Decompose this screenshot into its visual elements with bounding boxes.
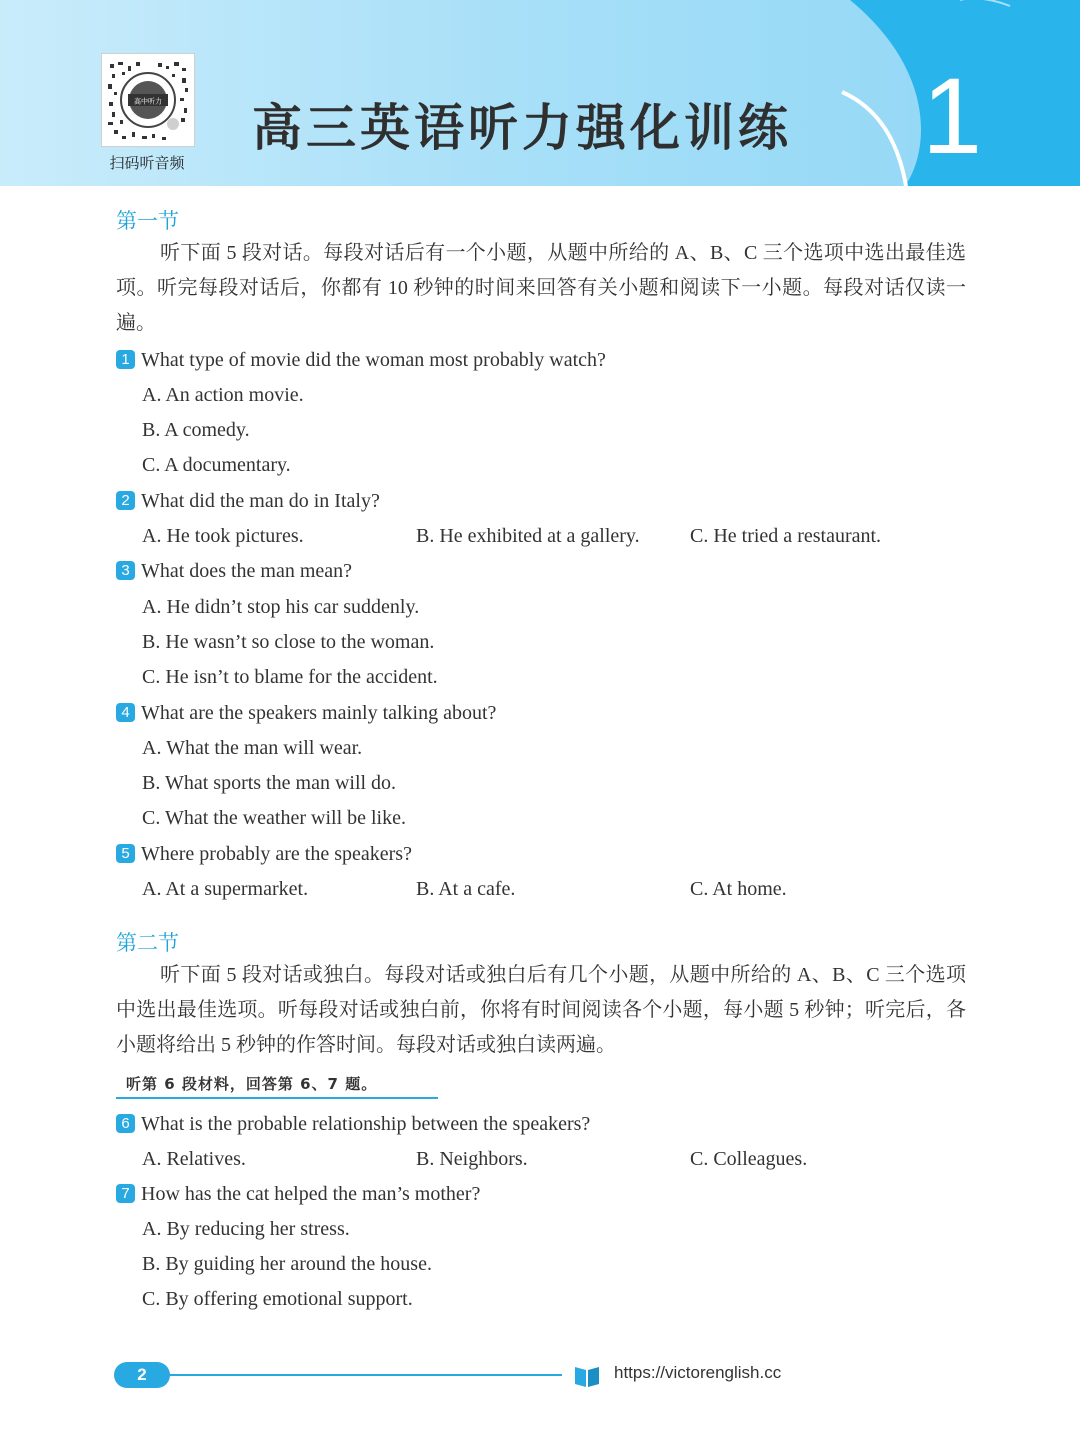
question-1: [116, 343, 606, 378]
option-7b[interactable]: B. By guiding her around the house.: [142, 1253, 432, 1275]
option-5c[interactable]: C. At home.: [690, 878, 787, 900]
option-1c[interactable]: C. A documentary.: [142, 454, 291, 476]
option-6a[interactable]: A. Relatives.: [142, 1148, 246, 1170]
question-4: [116, 696, 496, 731]
option-5b[interactable]: B. At a cafe.: [416, 878, 516, 900]
question-text: Where probably are the speakers?: [141, 843, 412, 865]
page-title: 高三英语听力强化训练: [252, 99, 792, 157]
material-label: [116, 1073, 438, 1099]
question-text: How has the cat helped the man’s mother?: [141, 1183, 481, 1205]
qr-badge-text: 高中听力: [134, 97, 162, 106]
option-4c[interactable]: C. What the weather will be like.: [142, 807, 406, 829]
book-icon: [574, 1364, 600, 1388]
page-header: [0, 0, 1080, 186]
section-heading-1: 第一节: [116, 209, 179, 233]
question-2: [116, 484, 380, 519]
option-6c[interactable]: C. Colleagues.: [690, 1148, 808, 1170]
question-text: What does the man mean?: [141, 560, 353, 582]
question-number-badge: 5: [116, 844, 135, 863]
site-url[interactable]: https://victorenglish.cc: [614, 1363, 782, 1382]
option-7c[interactable]: C. By offering emotional support.: [142, 1288, 413, 1310]
option-5a[interactable]: A. At a supermarket.: [142, 878, 309, 900]
question-text: What did the man do in Italy?: [141, 490, 380, 512]
question-5: [116, 837, 412, 872]
question-number-badge: 4: [116, 703, 135, 722]
option-6b[interactable]: B. Neighbors.: [416, 1148, 528, 1170]
question-7: [116, 1177, 480, 1212]
section-2-instructions: 听下面 5 段对话或独白。每段对话或独白后有几个小题，从题中所给的 A、B、C 三个选项中选出最佳选项。听每段对话或独白前，你将有时间阅读各个小题，每小题 5 秒钟；听完后，各小题将给出 5 秒钟的作答时间。每段对话或独白读两遍。: [116, 964, 966, 1056]
question-number-badge: 6: [116, 1114, 135, 1133]
section-heading-2: 第二节: [116, 931, 179, 955]
qr-caption: 扫码听音频: [109, 154, 185, 172]
question-text: What is the probable relationship between the speakers?: [141, 1113, 591, 1135]
option-2a[interactable]: A. He took pictures.: [142, 525, 304, 547]
option-3a[interactable]: A. He didn’t stop his car suddenly.: [142, 596, 420, 618]
option-1b[interactable]: B. A comedy.: [142, 419, 250, 441]
qr-code-icon: [102, 54, 194, 146]
footer-divider: [166, 1374, 562, 1376]
option-3b[interactable]: B. He wasn’t so close to the woman.: [142, 631, 435, 653]
page-number: 2: [114, 1362, 170, 1388]
option-2c[interactable]: C. He tried a restaurant.: [690, 525, 882, 547]
option-4b[interactable]: B. What sports the man will do.: [142, 772, 397, 794]
question-3: [116, 554, 352, 589]
option-1a[interactable]: A. An action movie.: [142, 384, 304, 406]
question-number-badge: 7: [116, 1184, 135, 1203]
question-6: [116, 1107, 590, 1142]
qr-code[interactable]: [101, 53, 195, 147]
option-7a[interactable]: A. By reducing her stress.: [142, 1218, 350, 1240]
unit-number: 1: [922, 55, 983, 176]
option-2b[interactable]: B. He exhibited at a gallery.: [416, 525, 640, 547]
option-4a[interactable]: A. What the man will wear.: [142, 737, 363, 759]
section-1-instructions: 听下面 5 段对话。每段对话后有一个小题，从题中所给的 A、B、C 三个选项中选出最佳选项。听完每段对话后，你都有 10 秒钟的时间来回答有关小题和阅读下一小题。每段对话仅读一遍。: [116, 242, 966, 334]
question-number-badge: 3: [116, 561, 135, 580]
question-text: What type of movie did the woman most probably watch?: [141, 349, 606, 371]
question-text: What are the speakers mainly talking about?: [141, 702, 497, 724]
material-label-text: 听第 6 段材料，回答第 6、7 题。: [126, 1075, 378, 1093]
question-number-badge: 2: [116, 491, 135, 510]
question-number-badge: 1: [116, 350, 135, 369]
option-3c[interactable]: C. He isn’t to blame for the accident.: [142, 666, 438, 688]
